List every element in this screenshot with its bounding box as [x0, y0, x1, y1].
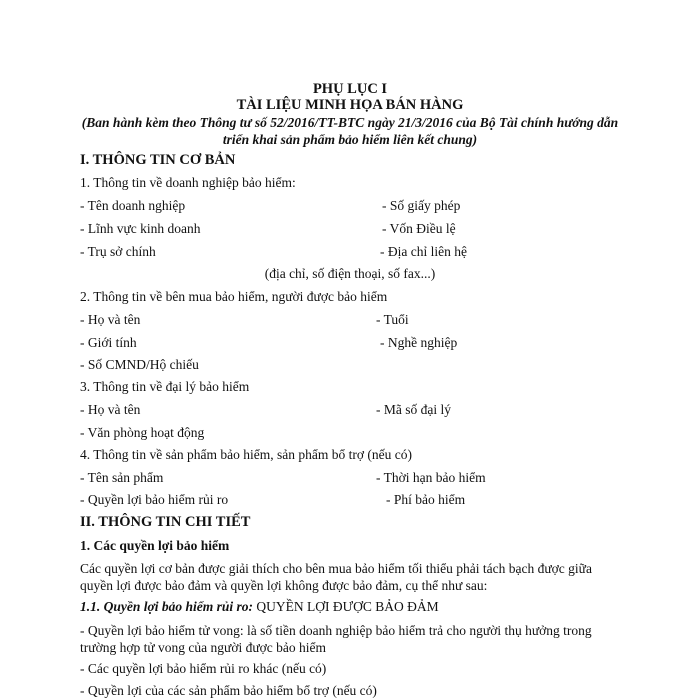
product-info-title: 4. Thông tin về sản phẩm bảo hiểm, sản phẩm bổ trợ (nếu có): [80, 447, 412, 462]
contact-address-label: - Địa chỉ liên hệ: [380, 244, 467, 259]
insurer-info-title: 1. Thông tin về doanh nghiệp bảo hiểm:: [80, 175, 296, 190]
insurance-term-label: - Thời hạn bảo hiểm: [376, 470, 486, 485]
section-2-heading: II. THÔNG TIN CHI TIẾT: [80, 514, 251, 530]
benefits-subheading: 1. Các quyền lợi bảo hiểm: [80, 538, 230, 553]
death-benefit-line-2: trường hợp tử vong của người được bảo hiểm: [80, 640, 327, 655]
subtitle-line-2: triển khai sản phẩm bảo hiểm liên kết chung): [222, 132, 478, 147]
license-number-label: - Số giấy phép: [382, 198, 461, 213]
occupation-label: - Nghề nghiệp: [380, 335, 458, 350]
agent-name-label: - Họ và tên: [80, 402, 141, 417]
benefits-paragraph-line-2: quyền lợi được bảo đảm và quyền lợi không được bảo đảm, cụ thể như sau:: [80, 578, 488, 593]
gender-label: - Giới tính: [80, 335, 137, 350]
risk-benefit-subheading: [80, 598, 439, 616]
contact-note: (địa chỉ, số điện thoại, số fax...): [264, 266, 436, 281]
product-name-label: - Tên sản phẩm: [80, 470, 164, 485]
premium-label: - Phí bảo hiểm: [386, 492, 466, 507]
death-benefit-line-1: - Quyền lợi bảo hiểm tử vong: là số tiền doanh nghiệp bảo hiểm trả cho người thụ hưởng trong: [80, 623, 592, 638]
risk-benefit-label: - Quyền lợi bảo hiểm rủi ro: [80, 492, 229, 507]
benefits-paragraph-line-1: Các quyền lợi cơ bản được giải thích cho bên mua bảo hiểm tối thiểu phải tách bạch được giữa: [80, 561, 592, 576]
office-label: - Văn phòng hoạt động: [80, 425, 205, 440]
age-label: - Tuổi: [376, 312, 409, 327]
document-title: TÀI LIỆU MINH HỌA BÁN HÀNG: [236, 97, 464, 113]
insurer-name-label: - Tên doanh nghiệp: [80, 198, 186, 213]
guaranteed-benefit-text: QUYỀN LỢI ĐƯỢC BẢO ĐẢM: [253, 599, 439, 614]
agent-info-title: 3. Thông tin về đại lý bảo hiểm: [80, 379, 250, 394]
subtitle-line-1: (Ban hành kèm theo Thông tư số 52/2016/TT-BTC ngày 21/3/2016 của Bộ Tài chính hướng dẫn: [81, 115, 619, 130]
appendix-label: PHỤ LỤC I: [312, 81, 388, 97]
charter-capital-label: - Vốn Điều lệ: [382, 221, 456, 236]
risk-benefit-subheading-label: 1.1. Quyền lợi bảo hiểm rủi ro:: [80, 599, 254, 614]
rider-product-benefits: - Quyền lợi của các sản phẩm bảo hiểm bổ trợ (nếu có): [80, 683, 377, 698]
id-passport-label: - Số CMND/Hộ chiếu: [80, 357, 199, 372]
headquarters-label: - Trụ sở chính: [80, 244, 156, 259]
section-1-heading: I. THÔNG TIN CƠ BẢN: [80, 152, 236, 168]
other-risk-benefits: - Các quyền lợi bảo hiểm rủi ro khác (nếu có): [80, 661, 327, 676]
buyer-info-title: 2. Thông tin về bên mua bảo hiểm, người được bảo hiểm: [80, 289, 388, 304]
business-field-label: - Lĩnh vực kinh doanh: [80, 221, 201, 236]
buyer-name-label: - Họ và tên: [80, 312, 141, 327]
agent-code-label: - Mã số đại lý: [376, 402, 451, 417]
